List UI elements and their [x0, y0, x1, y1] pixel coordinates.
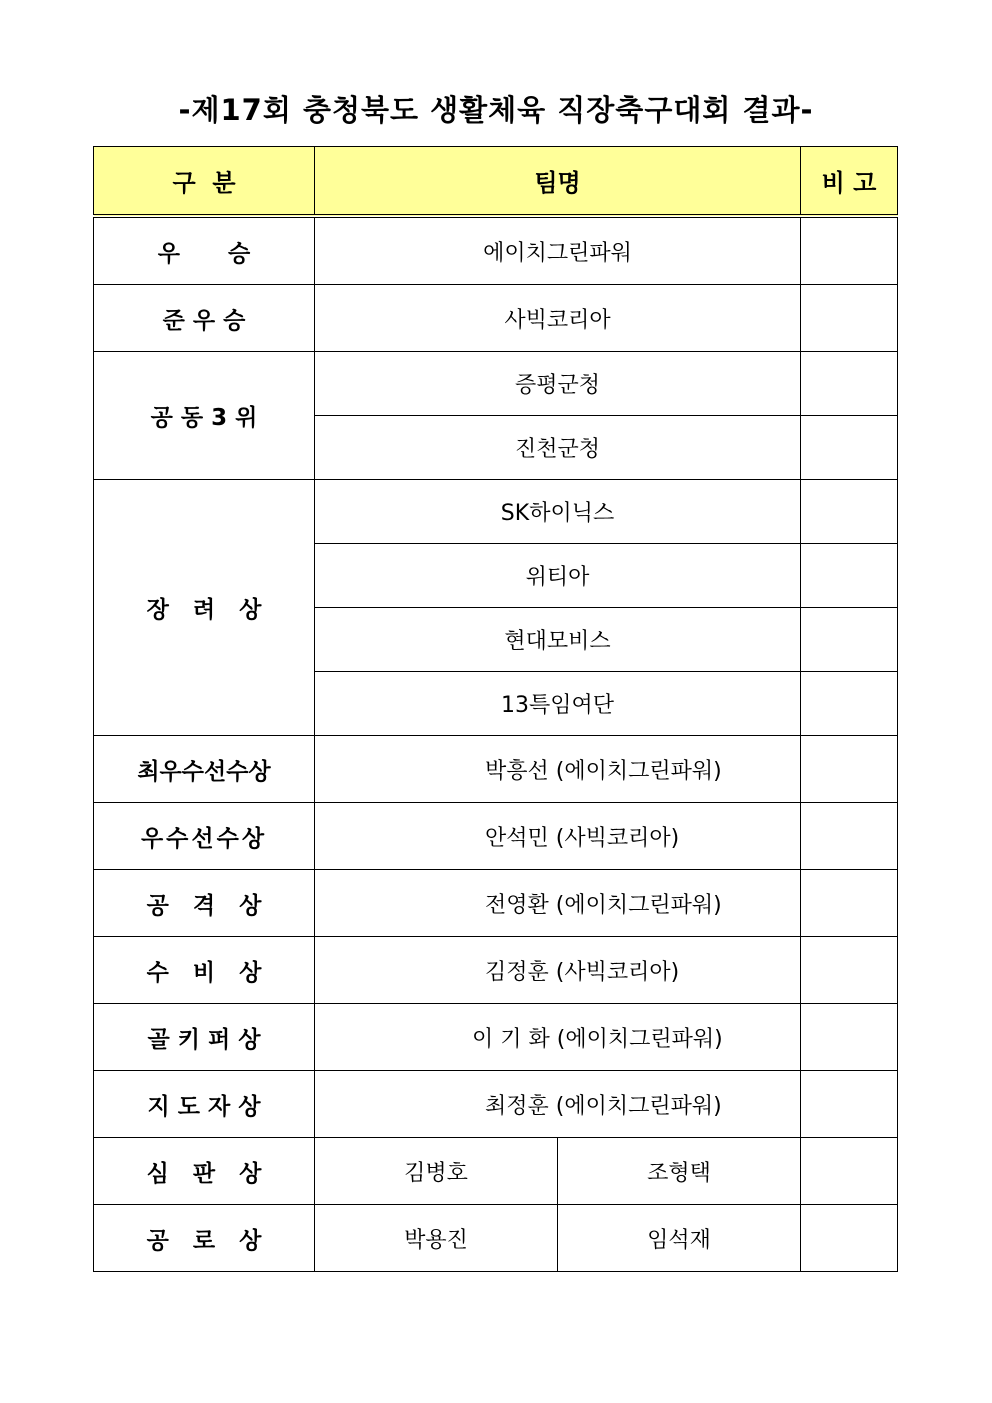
table-row — [94, 1004, 898, 1071]
note-cell — [801, 352, 898, 416]
header-category: 구 분 — [94, 147, 315, 217]
header-row — [94, 147, 898, 217]
encouragement-label: 장 려 상 — [94, 480, 315, 736]
table-row — [94, 480, 898, 544]
encouragement-team-1: SK하이닉스 — [315, 480, 801, 544]
table-row — [94, 736, 898, 803]
encouragement-team-2: 위티아 — [315, 544, 801, 608]
excellent-player-value: 안석민 (사빅코리아) — [315, 803, 801, 870]
runner-up-label: 준 우 승 — [94, 285, 315, 352]
merit-value-1: 박용진 — [315, 1205, 558, 1272]
encouragement-team-4: 13특임여단 — [315, 672, 801, 736]
note-cell — [801, 416, 898, 480]
note-cell — [801, 608, 898, 672]
note-cell — [801, 803, 898, 870]
note-cell — [801, 1004, 898, 1071]
table-row — [94, 285, 898, 352]
offense-label: 공 격 상 — [94, 870, 315, 937]
table-row — [94, 216, 898, 285]
table-row — [94, 870, 898, 937]
third-team-2: 진천군청 — [315, 416, 801, 480]
defense-label: 수 비 상 — [94, 937, 315, 1004]
referee-value-1: 김병호 — [315, 1138, 558, 1205]
excellent-player-label: 우수선수상 — [94, 803, 315, 870]
mvp-value: 박흥선 (에이치그린파워) — [315, 736, 801, 803]
page-title: -제17회 충청북도 생활체육 직장축구대회 결과- — [178, 93, 814, 127]
note-cell — [801, 285, 898, 352]
coach-label: 지 도 자 상 — [94, 1071, 315, 1138]
mvp-label: 최우수선수상 — [94, 736, 315, 803]
defense-value: 김정훈 (사빅코리아) — [315, 937, 801, 1004]
note-cell — [801, 1071, 898, 1138]
referee-label: 심 판 상 — [94, 1138, 315, 1205]
third-team-1: 증평군청 — [315, 352, 801, 416]
table-row — [94, 803, 898, 870]
merit-value-2: 임석재 — [558, 1205, 801, 1272]
note-cell — [801, 216, 898, 285]
goalkeeper-value: 이 기 화 (에이치그린파워) — [315, 1004, 801, 1071]
winner-team: 에이치그린파워 — [315, 216, 801, 285]
coach-value: 최정훈 (에이치그린파워) — [315, 1071, 801, 1138]
offense-value: 전영환 (에이치그린파워) — [315, 870, 801, 937]
header-team: 팀명 — [315, 147, 801, 217]
merit-label: 공 로 상 — [94, 1205, 315, 1272]
table-row — [94, 1138, 898, 1205]
note-cell — [801, 544, 898, 608]
runner-up-team: 사빅코리아 — [315, 285, 801, 352]
note-cell — [801, 1138, 898, 1205]
note-cell — [801, 672, 898, 736]
referee-value-2: 조형택 — [558, 1138, 801, 1205]
table-row — [94, 352, 898, 416]
note-cell — [801, 480, 898, 544]
table-row — [94, 1205, 898, 1272]
note-cell — [801, 1205, 898, 1272]
header-note: 비 고 — [801, 147, 898, 217]
table-row — [94, 937, 898, 1004]
third-label: 공 동 3 위 — [94, 352, 315, 480]
note-cell — [801, 736, 898, 803]
winner-label: 우 승 — [94, 216, 315, 285]
encouragement-team-3: 현대모비스 — [315, 608, 801, 672]
note-cell — [801, 937, 898, 1004]
results-table — [93, 146, 898, 1272]
table-row — [94, 1071, 898, 1138]
note-cell — [801, 870, 898, 937]
goalkeeper-label: 골 키 퍼 상 — [94, 1004, 315, 1071]
